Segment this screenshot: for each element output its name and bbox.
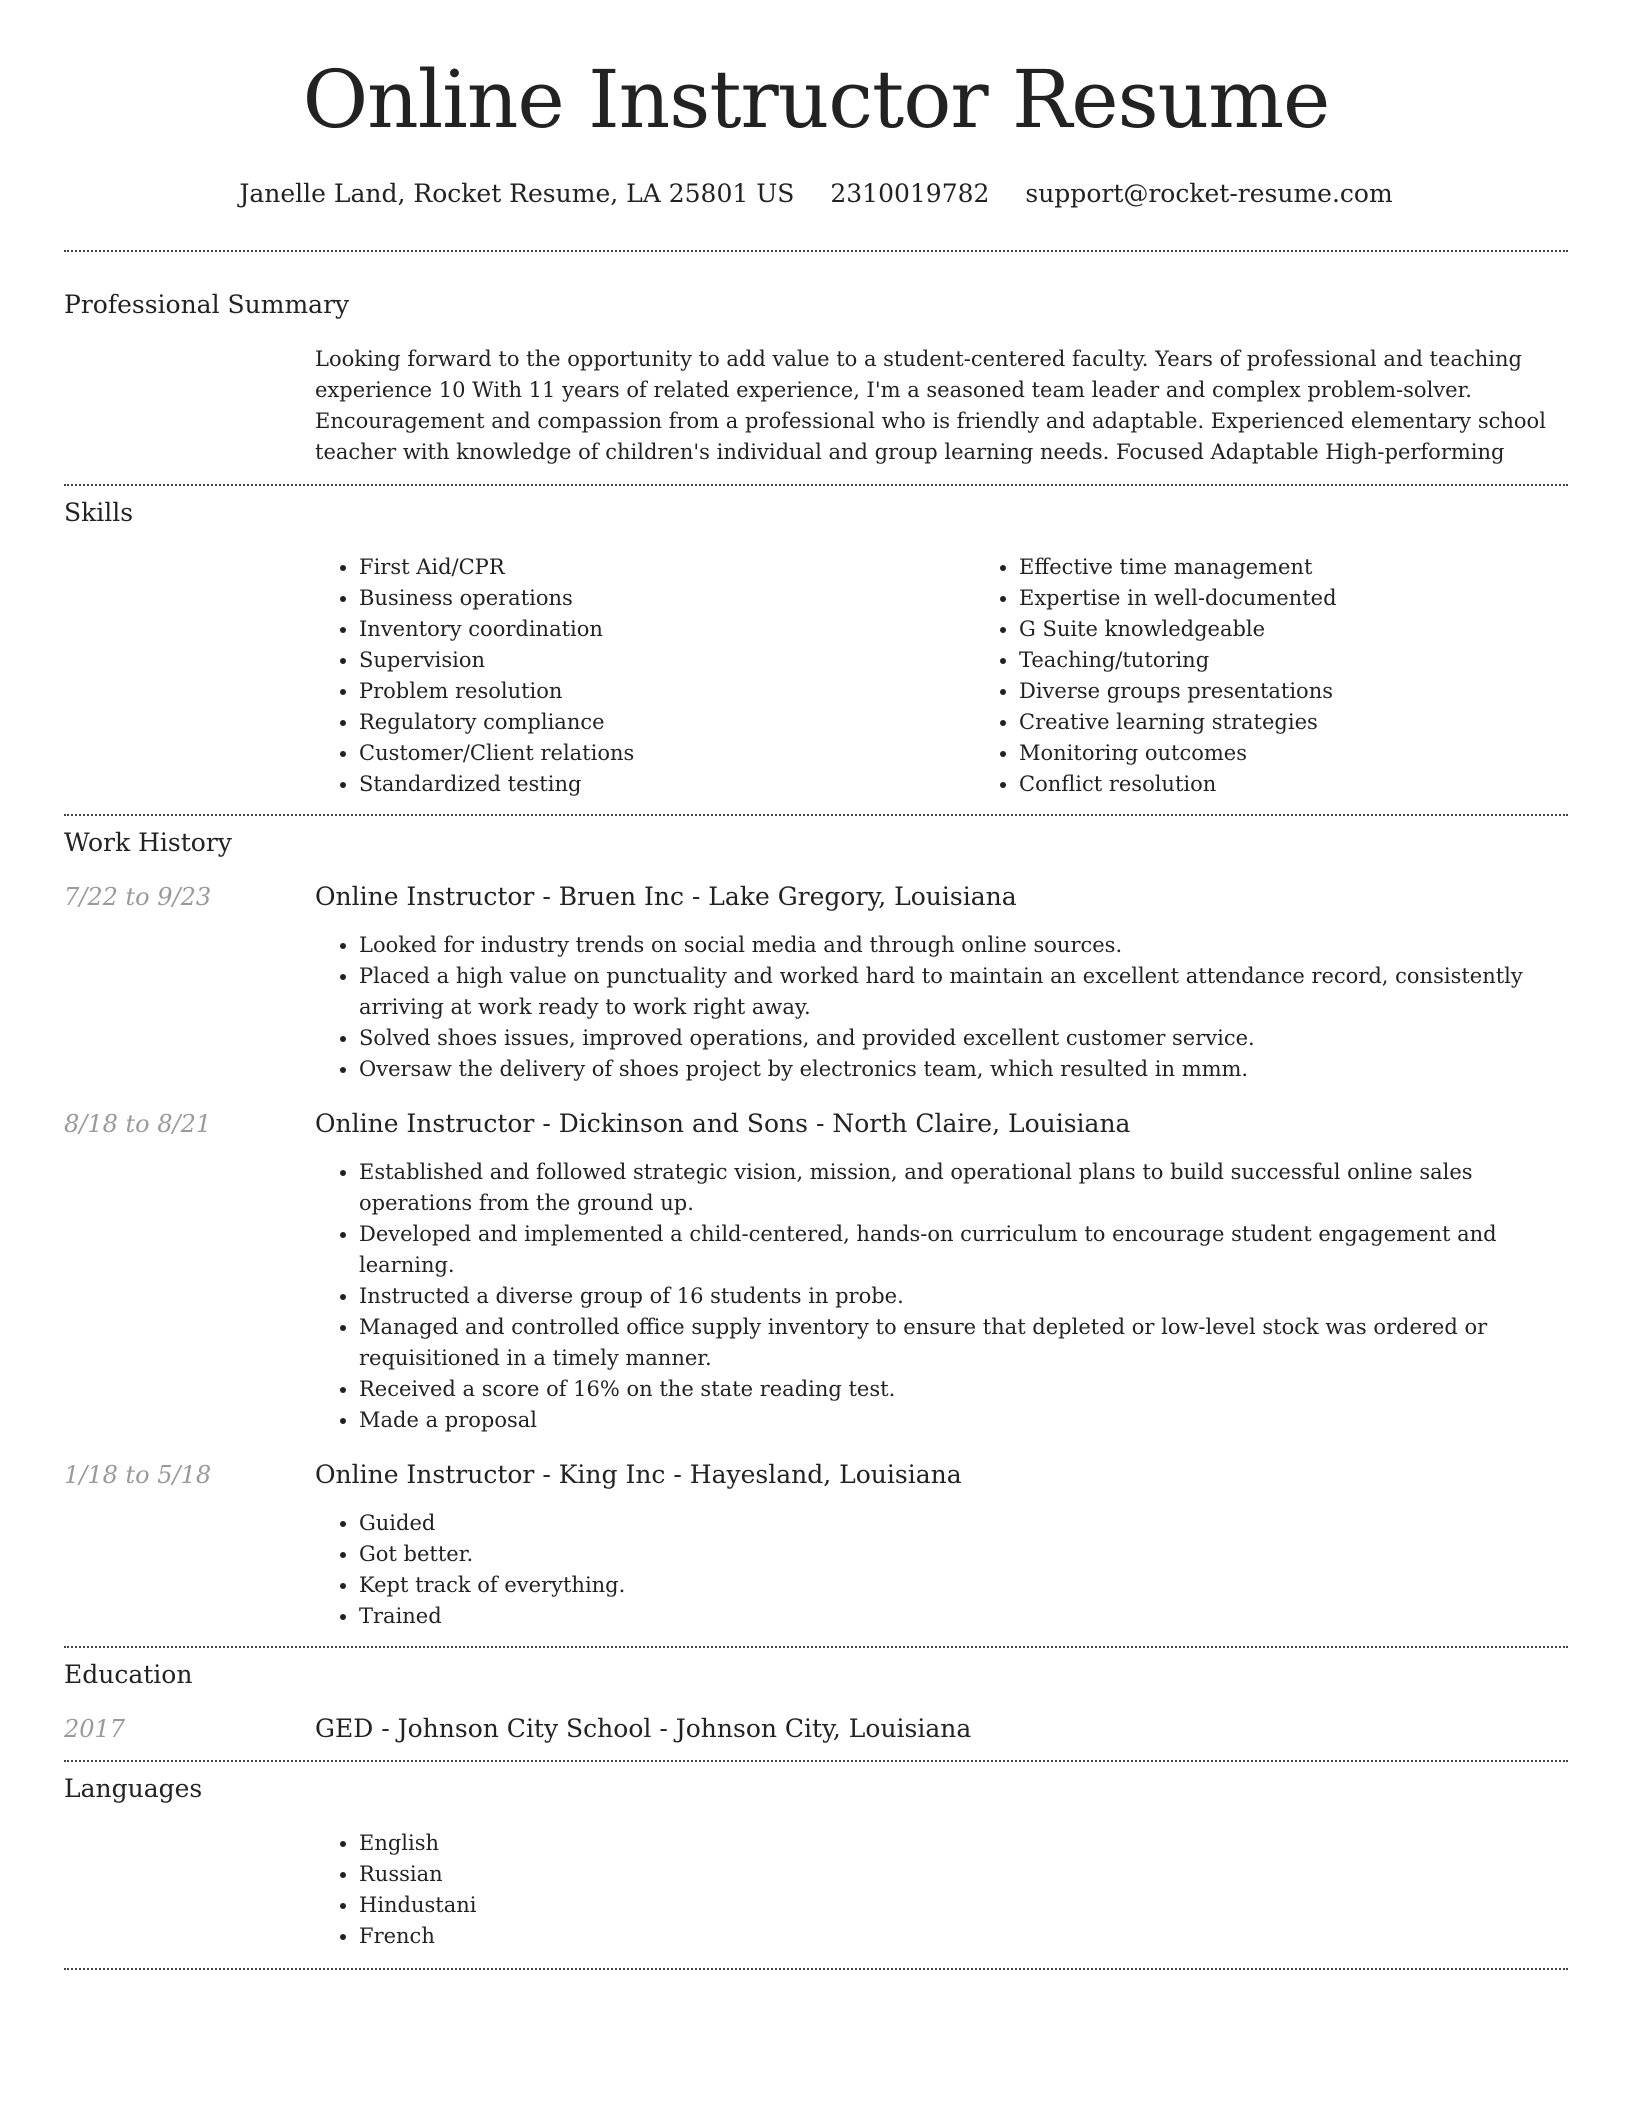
section-divider: [64, 1968, 1568, 1970]
summary-section: [64, 290, 1568, 468]
skill-item: • Teaching/tutoring: [1019, 645, 1632, 676]
skill-item: • Monitoring outcomes: [1019, 738, 1632, 769]
education-section: [64, 1660, 1568, 1744]
job-bullet: • Made a proposal: [359, 1405, 1568, 1436]
job-dates: 1/18 to 5/18: [64, 1461, 212, 1489]
work-heading: Work History: [64, 828, 232, 857]
skills-list-left: [315, 552, 975, 800]
job-bullet: • Kept track of everything.: [359, 1570, 1568, 1601]
job-bullet: • Trained: [359, 1601, 1568, 1632]
job-bullet: • Solved shoes issues, improved operations, and provided excellent customer service.: [359, 1023, 1568, 1054]
job-bullet: • Managed and controlled office supply inventory to ensure that depleted or low-level stock was ordered or requisitioned in a timely manner.: [359, 1312, 1568, 1374]
section-divider: [64, 484, 1568, 486]
job-bullet: • Guided: [359, 1508, 1568, 1539]
languages-list: [315, 1828, 1568, 1952]
skill-item: • Conflict resolution: [1019, 769, 1632, 800]
contact-email: support@rocket-resume.com: [1025, 179, 1393, 208]
job-title: Online Instructor - Dickinson and Sons - North Claire, Louisiana: [315, 1109, 1131, 1138]
skill-item: • Regulatory compliance: [359, 707, 975, 738]
job-body: [315, 882, 1568, 1085]
skill-item: • Standardized testing: [359, 769, 975, 800]
skills-list-right: [975, 552, 1632, 800]
summary-heading: Professional Summary: [64, 290, 350, 319]
skill-item: • Business operations: [359, 583, 975, 614]
skill-item: • Effective time management: [1019, 552, 1632, 583]
section-divider: [64, 250, 1568, 252]
languages-body: [315, 1828, 1568, 1952]
job-bullet: • Placed a high value on punctuality and worked hard to maintain an excellent attendance record, consistently arriving at work ready to work right away.: [359, 961, 1568, 1023]
skills-heading: Skills: [64, 498, 134, 527]
languages-row: [64, 1828, 1568, 1952]
languages-heading: Languages: [64, 1774, 203, 1803]
languages-section: [64, 1774, 1568, 1952]
job-bullets: [315, 930, 1568, 1085]
job-bullet: • Instructed a diverse group of 16 students in probe.: [359, 1281, 1568, 1312]
job-title: Online Instructor - Bruen Inc - Lake Gregory, Louisiana: [315, 882, 1017, 911]
skills-row: [64, 552, 1568, 800]
job-dates: 8/18 to 8/21: [64, 1110, 212, 1138]
resume-header: [64, 0, 1568, 210]
skill-item: • Problem resolution: [359, 676, 975, 707]
skill-item: • Diverse groups presentations: [1019, 676, 1632, 707]
job-entry: [64, 1460, 1568, 1632]
resume-title: Online Instructor Resume: [302, 53, 1330, 146]
job-bullets: [315, 1157, 1568, 1436]
skill-item: • Supervision: [359, 645, 975, 676]
job-body: [315, 1109, 1568, 1436]
skill-item: • Expertise in well-documented: [1019, 583, 1632, 614]
education-body: [315, 1714, 1568, 1744]
job-body: [315, 1460, 1568, 1632]
education-entry: [64, 1714, 1568, 1744]
language-item: • French: [359, 1921, 1568, 1952]
summary-text: Looking forward to the opportunity to add value to a student-centered faculty. Years of professional and teaching experience 10 With 11 years of related experience, I'm a seasoned team leader and complex problem-solver. Encouragement and compassion from a professional who is friendly and adaptable. Experienced elementary school teacher with knowledge of children's individual and group learning needs. Focused Adaptable High-performing: [315, 347, 1546, 464]
job-bullet: • Received a score of 16% on the state reading test.: [359, 1374, 1568, 1405]
skills-columns: [315, 552, 1632, 800]
job-bullets: [315, 1508, 1568, 1632]
skill-item: • First Aid/CPR: [359, 552, 975, 583]
skill-item: • Customer/Client relations: [359, 738, 975, 769]
language-item: • Hindustani: [359, 1890, 1568, 1921]
contact-line: [64, 178, 1568, 210]
education-title: GED - Johnson City School - Johnson City, Louisiana: [315, 1714, 972, 1743]
skill-item: • Creative learning strategies: [1019, 707, 1632, 738]
summary-spacer: [64, 344, 315, 468]
skills-spacer: [64, 552, 315, 800]
summary-row: [64, 344, 1568, 468]
education-year: 2017: [64, 1715, 126, 1743]
section-divider: [64, 1646, 1568, 1648]
job-bullet: • Developed and implemented a child-centered, hands-on curriculum to encourage student engagement and learning.: [359, 1219, 1568, 1281]
section-divider: [64, 814, 1568, 816]
job-dates: 7/22 to 9/23: [64, 883, 212, 911]
skills-section: [64, 498, 1568, 800]
summary-body: [315, 344, 1568, 468]
language-item: • Russian: [359, 1859, 1568, 1890]
contact-address: Janelle Land, Rocket Resume, LA 25801 US: [239, 179, 795, 208]
skill-item: • Inventory coordination: [359, 614, 975, 645]
languages-spacer: [64, 1828, 315, 1952]
contact-phone: 2310019782: [830, 179, 990, 208]
language-item: • English: [359, 1828, 1568, 1859]
work-section: [64, 828, 1568, 1632]
skill-item: • G Suite knowledgeable: [1019, 614, 1632, 645]
job-bullet: • Got better.: [359, 1539, 1568, 1570]
section-divider: [64, 1760, 1568, 1762]
education-heading: Education: [64, 1660, 193, 1689]
job-title: Online Instructor - King Inc - Hayesland, Louisiana: [315, 1460, 962, 1489]
job-bullet: • Established and followed strategic vision, mission, and operational plans to build successful online sales operations from the ground up.: [359, 1157, 1568, 1219]
job-entry: [64, 882, 1568, 1085]
job-bullet: • Oversaw the delivery of shoes project by electronics team, which resulted in mmm.: [359, 1054, 1568, 1085]
job-entry: [64, 1109, 1568, 1436]
job-bullet: • Looked for industry trends on social media and through online sources.: [359, 930, 1568, 961]
